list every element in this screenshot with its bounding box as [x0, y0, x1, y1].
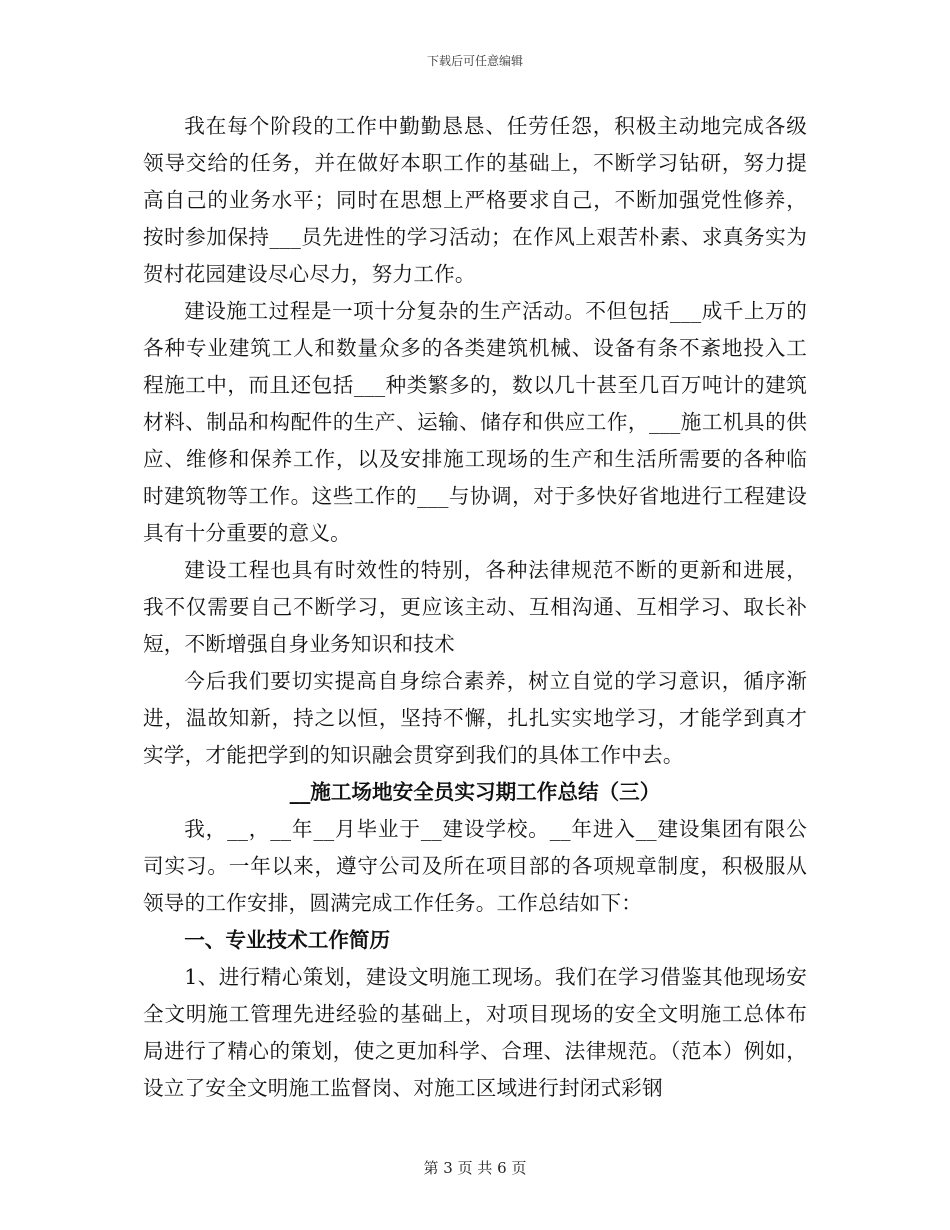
paragraph-3: 建设工程也具有时效性的特别，各种法律规范不断的更新和进展，我不仅需要自己不断学习，更应该主动、互相沟通、互相学习、取长补短，不断增强自身业务知识和技术	[143, 558, 807, 656]
paragraph-5: 我，__，__年__月毕业于__建设学校。__年进入__建设集团有限公司实习。一年以来，遵守公司及所在项目部的各项规章制度，积极服从领导的工作安排，圆满完成工作任务。工作总结如下：	[143, 817, 807, 915]
page-footer-number: 第 3 页 共 6 页	[423, 1159, 527, 1177]
paragraph-1: 我在每个阶段的工作中勤勤恳恳、任劳任怨，积极主动地完成各级领导交给的任务，并在做好本职工作的基础上，不断学习钻研，努力提高自己的业务水平；同时在思想上严格要求自己，不断加强党性修养，按时参加保持___员先进性的学习活动；在作风上艰苦朴素、求真务实为贺村花园建设尽心尽力，努力工作。	[143, 114, 807, 286]
subheading-professional-history: 一、专业技术工作简历	[184, 928, 391, 952]
section-title: __施工场地安全员实习期工作总结（三）	[289, 780, 661, 804]
page-header-note: 下载后可任意编辑	[426, 54, 523, 68]
document-body	[143, 108, 807, 1107]
paragraph-4: 今后我们要切实提高自身综合素养，树立自觉的学习意识，循序渐进，温故知新，持之以恒，坚持不懈，扎扎实实地学习，才能学到真才实学，才能把学到的知识融会贯穿到我们的具体工作中去。	[143, 669, 807, 767]
paragraph-6: 1、进行精心策划，建设文明施工现场。我们在学习借鉴其他现场安全文明施工管理先进经验的基础上，对项目现场的安全文明施工总体布局进行了精心的策划，使之更加科学、合理、法律规范。（范本）例如，设立了安全文明施工监督岗、对施工区域进行封闭式彩钢	[143, 965, 807, 1100]
paragraph-2: 建设施工过程是一项十分复杂的生产活动。不但包括___成千上万的各种专业建筑工人和数量众多的各类建筑机械、设备有条不紊地投入工程施工中，而且还包括___种类繁多的，数以几十甚至几百万吨计的建筑材料、制品和构配件的生产、运输、储存和供应工作，___施工机具的供应、维修和保养工作，以及安排施工现场的生产和生活所需要的各种临时建筑物等工作。这些工作的___与协调，对于多快好省地进行工程建设具有十分重要的意义。	[143, 299, 807, 545]
